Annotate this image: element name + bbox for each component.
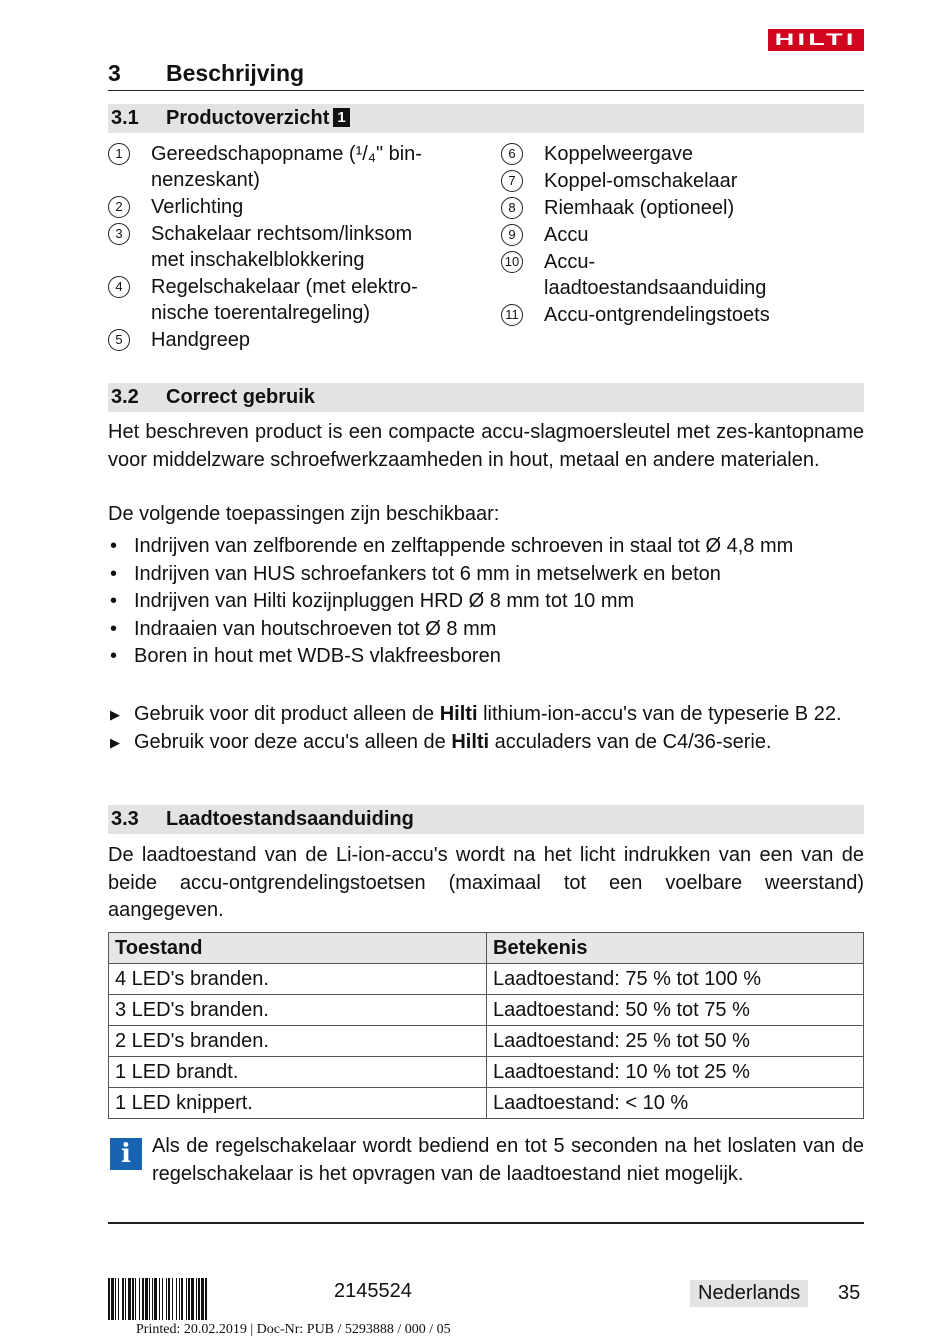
component-item <box>108 221 478 273</box>
table-row <box>109 1026 864 1057</box>
component-label: Handgreep <box>151 329 250 351</box>
component-item <box>501 249 864 301</box>
divider <box>108 1222 864 1224</box>
document-number: 2145524 <box>334 1280 412 1302</box>
charge-state-table <box>108 932 864 1119</box>
component-label: Regelschakelaar (met elektro- <box>151 276 418 298</box>
table-row <box>109 995 864 1026</box>
component-label: nenzeskant) <box>151 169 260 191</box>
component-list-left <box>108 141 478 354</box>
meaning-cell: Laadtoestand: < 10 % <box>487 1088 864 1119</box>
arrow-bullet-icon: ▶ <box>110 734 120 750</box>
correct-use-intro: Het beschreven product is een compacte accu-slagmoersleutel met zes-kantopname voor middelzware schroefwerkzaamheden in hout, metaal en andere materialen. <box>108 421 864 471</box>
chapter-number: 3 <box>108 60 121 86</box>
meaning-cell: Laadtoestand: 75 % tot 100 % <box>487 964 864 995</box>
application-item: • Indrijven van zelfborende en zelftappende schroeven in staal tot Ø 4,8 mm <box>108 533 864 561</box>
table-row <box>109 1088 864 1119</box>
chapter-title: Beschrijving <box>166 60 305 86</box>
number-marker-icon: 5 <box>108 329 130 351</box>
number-marker-icon: 6 <box>501 143 523 165</box>
number-marker-icon: 3 <box>108 223 130 245</box>
state-cell: 4 LED's branden. <box>109 964 487 995</box>
section-heading-charge-indicator <box>108 805 864 834</box>
bullet-icon: • <box>110 590 118 612</box>
component-item <box>108 194 478 220</box>
print-info: Printed: 20.02.2019 | Doc-Nr: PUB / 5293888 / 000 / 05 <box>136 1322 451 1337</box>
section-heading-product-overview <box>108 104 864 133</box>
component-item <box>501 195 864 221</box>
state-cell: 2 LED's branden. <box>109 1026 487 1057</box>
application-item: • Indrijven van Hilti kozijnpluggen HRD Ø 8 mm tot 10 mm <box>108 588 864 616</box>
meaning-cell: Laadtoestand: 25 % tot 50 % <box>487 1026 864 1057</box>
state-cell: 1 LED knippert. <box>109 1088 487 1119</box>
state-cell: 1 LED brandt. <box>109 1057 487 1088</box>
section-number: 3.3 <box>111 808 139 830</box>
barcode <box>108 1278 318 1320</box>
section-title: Productoverzicht <box>166 107 330 129</box>
figure-reference-badge: 1 <box>333 108 349 127</box>
column-header-state: Toestand <box>109 933 487 964</box>
component-item <box>108 327 478 353</box>
hilti-logo: HILTI <box>768 29 864 51</box>
column-header-meaning: Betekenis <box>487 933 864 964</box>
number-marker-icon: 2 <box>108 196 130 218</box>
bullet-icon: • <box>110 562 118 585</box>
table-row <box>109 964 864 995</box>
applications-lead: De volgende toepassingen zijn beschikbaar: <box>108 503 500 525</box>
component-label: Riemhaak (optioneel) <box>544 197 735 219</box>
chapter-heading <box>108 56 864 91</box>
meaning-cell: Laadtoestand: 10 % tot 25 % <box>487 1057 864 1088</box>
component-label: laadtoestandsaanduiding <box>544 277 767 299</box>
component-label: Gereedschapopname (¹/₄" bin- <box>151 143 422 165</box>
component-item <box>108 274 478 326</box>
info-note: Als de regelschakelaar wordt bediend en tot 5 seconden na het loslaten van de regelschakelaar is het opvragen van de laadtoestand niet mogelijk. <box>152 1135 864 1185</box>
component-item <box>501 302 864 328</box>
component-list-right <box>501 141 864 329</box>
instructions-list <box>108 701 864 756</box>
application-item: • Indrijven van HUS schroefankers tot 6 mm in metselwerk en beton <box>108 561 864 589</box>
component-label: nische toerentalregeling) <box>151 302 371 324</box>
component-label: Verlichting <box>151 196 244 218</box>
number-marker-icon: 4 <box>108 276 130 298</box>
state-cell: 3 LED's branden. <box>109 995 487 1026</box>
number-marker-icon: 8 <box>501 197 523 219</box>
meaning-cell: Laadtoestand: 50 % tot 75 % <box>487 995 864 1026</box>
section-number: 3.2 <box>111 386 139 408</box>
component-item <box>501 222 864 248</box>
table-header-row <box>109 933 864 964</box>
component-label: Koppelweergave <box>544 143 693 165</box>
bullet-icon: • <box>110 617 118 640</box>
component-label: Koppel-omschakelaar <box>544 170 738 192</box>
bullet-icon: • <box>110 645 118 667</box>
component-item <box>501 141 864 167</box>
instruction-item: ▶ Gebruik voor dit product alleen de Hilti lithium-ion-accu's van de typeserie B 22. <box>108 701 864 729</box>
component-label: met inschakelblokkering <box>151 249 365 271</box>
arrow-bullet-icon: ▶ <box>110 707 120 722</box>
section-title: Laadtoestandsaanduiding <box>166 808 414 830</box>
application-item: • Indraaien van houtschroeven tot Ø 8 mm <box>108 616 864 644</box>
info-icon: i <box>110 1138 142 1170</box>
component-label: Accu <box>544 224 589 246</box>
number-marker-icon: 11 <box>501 304 523 326</box>
number-marker-icon: 10 <box>501 251 523 273</box>
component-label: Schakelaar rechtsom/linksom <box>151 223 413 245</box>
component-label: Accu- <box>544 251 596 273</box>
instruction-item: ▶ Gebruik voor deze accu's alleen de Hilti acculaders van de C4/36-serie. <box>108 729 864 757</box>
page-number: 35 <box>838 1282 861 1304</box>
table-row <box>109 1057 864 1088</box>
section-number: 3.1 <box>111 107 139 129</box>
component-label: Accu-ontgrendelingstoets <box>544 304 770 326</box>
application-item: • Boren in hout met WDB-S vlakfreesboren <box>108 643 864 671</box>
language-label: Nederlands <box>690 1280 808 1307</box>
applications-list <box>108 533 864 671</box>
section-title: Correct gebruik <box>166 386 315 408</box>
number-marker-icon: 9 <box>501 224 523 246</box>
section-heading-correct-use <box>108 383 864 412</box>
charge-indicator-intro: De laadtoestand van de Li-ion-accu's wordt na het licht indrukken van een van de beide accu-ontgrendelingstoetsen (maximaal tot een voelbare weerstand) aangegeven. <box>108 844 864 921</box>
component-item <box>108 141 478 193</box>
number-marker-icon: 1 <box>108 143 130 165</box>
bullet-icon: • <box>110 535 118 557</box>
number-marker-icon: 7 <box>501 170 523 192</box>
component-item <box>501 168 864 194</box>
